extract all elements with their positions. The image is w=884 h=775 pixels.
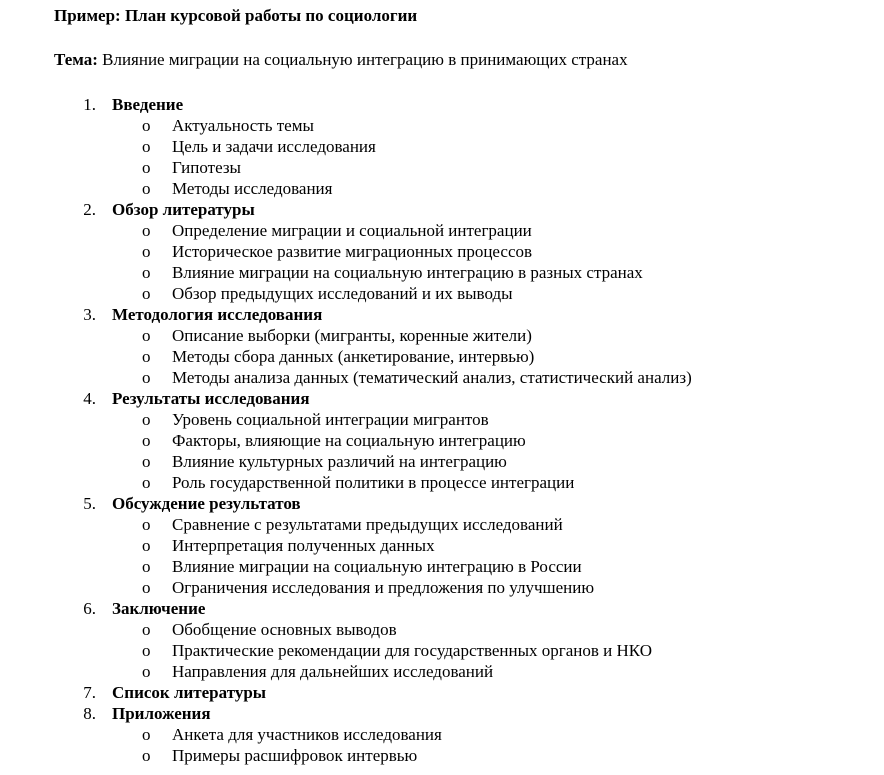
section-number: 3.: [83, 305, 96, 324]
list-item: Интерпретация полученных данных: [172, 536, 435, 555]
bullet-marker: o: [142, 431, 151, 450]
section-number: 7.: [83, 683, 96, 702]
bullet-marker: o: [142, 242, 151, 261]
bullet-marker: o: [142, 368, 151, 387]
topic-label: Тема:: [54, 50, 98, 69]
bullet-marker: o: [142, 578, 151, 597]
bullet-marker: o: [142, 284, 151, 303]
section-number: 1.: [83, 95, 96, 114]
list-item: Факторы, влияющие на социальную интеграцию: [172, 431, 526, 450]
topic-text: Влияние миграции на социальную интеграцию в принимающих странах: [97, 50, 628, 69]
list-item: Сравнение с результатами предыдущих исследований: [172, 515, 563, 534]
section-title: Заключение: [112, 599, 206, 618]
section-title: Приложения: [112, 704, 211, 723]
section-title: Результаты исследования: [112, 389, 310, 408]
section-title: Обсуждение результатов: [112, 494, 301, 513]
bullet-marker: o: [142, 179, 151, 198]
section-number: 2.: [83, 200, 96, 219]
list-item: Уровень социальной интеграции мигрантов: [172, 410, 489, 429]
section-title: Обзор литературы: [112, 200, 255, 219]
list-item: Влияние миграции на социальную интеграцию в России: [172, 557, 582, 576]
list-item: Влияние культурных различий на интеграцию: [172, 452, 507, 471]
topic-line: [54, 50, 628, 70]
bullet-marker: o: [142, 662, 151, 681]
list-item: Историческое развитие миграционных процессов: [172, 242, 533, 261]
list-item: Актуальность темы: [172, 116, 314, 135]
list-item: Методы сбора данных (анкетирование, интервью): [172, 347, 535, 366]
section-number: 6.: [83, 599, 96, 618]
bullet-marker: o: [142, 326, 151, 345]
list-item: Гипотезы: [172, 158, 241, 177]
list-item: Обзор предыдущих исследований и их выводы: [172, 284, 513, 303]
bullet-marker: o: [142, 221, 151, 240]
document-title: Пример: План курсовой работы по социологии: [54, 6, 418, 25]
list-item: Определение миграции и социальной интеграции: [172, 221, 532, 240]
bullet-marker: o: [142, 620, 151, 639]
bullet-marker: o: [142, 725, 151, 744]
bullet-marker: o: [142, 137, 151, 156]
list-item: Методы анализа данных (тематический анализ, статистический анализ): [172, 368, 692, 387]
bullet-marker: o: [142, 410, 151, 429]
bullet-marker: o: [142, 641, 151, 660]
section-title: Введение: [112, 95, 184, 114]
list-item: Обобщение основных выводов: [172, 620, 397, 639]
bullet-marker: o: [142, 536, 151, 555]
section-number: 5.: [83, 494, 96, 513]
list-item: Ограничения исследования и предложения по улучшению: [172, 578, 595, 597]
list-item: Методы исследования: [172, 179, 333, 198]
list-item: Практические рекомендации для государственных органов и НКО: [172, 641, 653, 660]
bullet-marker: o: [142, 263, 151, 282]
list-item: Примеры расшифровок интервью: [172, 746, 418, 765]
bullet-marker: o: [142, 347, 151, 366]
section-title: Методология исследования: [112, 305, 323, 324]
list-item: Анкета для участников исследования: [172, 725, 442, 744]
section-title: Список литературы: [112, 683, 267, 702]
list-item: Цель и задачи исследования: [172, 137, 376, 156]
section-number: 4.: [83, 389, 96, 408]
list-item: Роль государственной политики в процессе интеграции: [172, 473, 575, 492]
bullet-marker: o: [142, 515, 151, 534]
bullet-marker: o: [142, 116, 151, 135]
list-item: Описание выборки (мигранты, коренные жители): [172, 326, 532, 345]
bullet-marker: o: [142, 452, 151, 471]
bullet-marker: o: [142, 473, 151, 492]
list-item: Влияние миграции на социальную интеграцию в разных странах: [172, 263, 643, 282]
section-number: 8.: [83, 704, 96, 723]
bullet-marker: o: [142, 557, 151, 576]
bullet-marker: o: [142, 158, 151, 177]
bullet-marker: o: [142, 746, 151, 765]
list-item: Направления для дальнейших исследований: [172, 662, 494, 681]
